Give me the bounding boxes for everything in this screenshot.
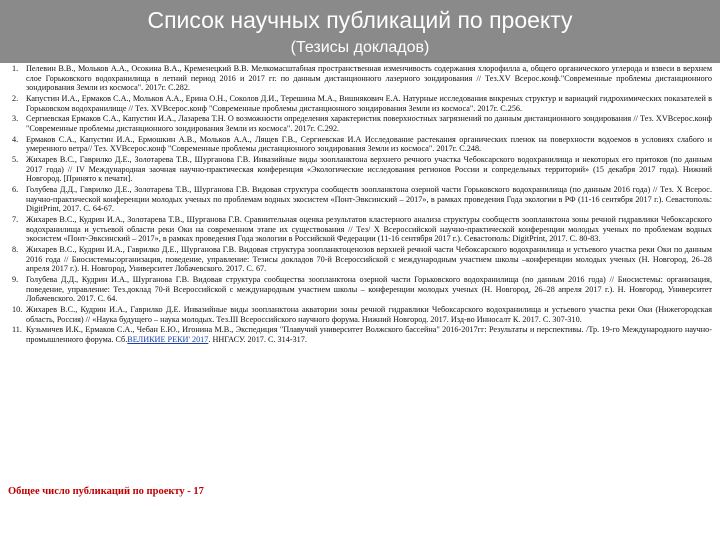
list-item bbox=[6, 275, 712, 304]
item-number: 4. bbox=[12, 134, 19, 144]
item-number: 6. bbox=[12, 185, 19, 195]
item-text-tail: . ННГАСУ. 2017. С. 314-317. bbox=[208, 334, 307, 344]
list-item bbox=[6, 64, 712, 93]
item-number: 1. bbox=[12, 64, 19, 73]
slide-subtitle: (Тезисы докладов) bbox=[290, 39, 430, 56]
slide-title: Список научных публикаций по проекту bbox=[147, 7, 573, 33]
publication-list bbox=[6, 64, 712, 346]
list-item bbox=[6, 325, 712, 344]
item-text: Жихарев В.С., Гаврилко Д.Е., Золотарева Т.В., Шурганова Г.В. Инвазийные виды зоопланктона верхнего речного участка Чебоксарского водохранилища и некоторых его притоков (по данным 2017 года) // IV Международная заочная научно-практическая конференция «Экологические исследования регионов России и сопредельных территорий» (15 декабря 2017 года). Нижний Новгород. [Принято к печати]. bbox=[26, 155, 712, 184]
item-text: Кузьмичев И.К., Ермаков С.А., Чебан Е.Ю., Игонина М.В., Экспедиция "Плавучий университет Волжского бассейна" 2016-2017гг: Результаты и перспективы. /Тр. 19-го Международного научно-промышленного форума. Сб. bbox=[26, 325, 712, 344]
list-item bbox=[6, 305, 712, 324]
item-text: Пелевин В.В., Мольков А.А., Осокина В.А., Кременецкий В.В. Мелкомасштабная пространственная изменчивость содержания хлорофилла а, общего органического углерода и взвеси в верхнем слое Горьковского водохранилища в летний период 2016 и 2017 гг. по данным дистанционного лазерного зондирования // Тез.XV Всерос.конф."Современные проблемы дистанционного зондирования Земли из космоса". 2017г. С.282. bbox=[26, 64, 712, 93]
list-item bbox=[6, 215, 712, 244]
item-number: 5. bbox=[12, 155, 19, 165]
item-number: 7. bbox=[12, 215, 19, 225]
slide-header bbox=[0, 0, 720, 63]
item-number: 11. bbox=[12, 325, 22, 335]
item-text: Сергиевская Ермаков С.А., Капустин И.А., Лазарева Т.Н. О возможности определения характеристик поверхностных загрязнений по данным дистанционного зондирования // Тез. XVВсерос.конф "Современные проблемы дистанционного зондирования Земли из космоса". 2017г. С.292. bbox=[26, 114, 712, 133]
list-item bbox=[6, 155, 712, 184]
item-text: Жихарев В.С., Кудрин И.А., Гаврилко Д.Е., Шурганова Г.В. Видовая структура зоопланктоценозов верхней речной части Чебоксарского водохранилища и устьевого участка реки Оки по данным 2016 года // Биосистемы:организация, поведение, управление: Тезисы докладов 70-й Всероссийской с международным участием школы –конференции молодых ученых (Н. Новгород, 26–28 апреля 2017 г.). Н. Новгород, Университет Лобачевского. 2017. С. 67. bbox=[26, 245, 712, 274]
item-text: Жихарев В.С., Кудрин И.А., Золотарева Т.В., Шурганова Г.В. Сравнительная оценка результатов кластерного анализа структуры сообществ зоопланктона зоны речной гидравлики Чебоксарского водохранилища и устьевой области реки Оки на современном этапе их существования // Тез/ X Всероссийской научно-практической конференции молодых ученых по проблемам водных экосистем «Понт-Эвксинский – 2017», в рамках проведения Года экологии в Российской Федерации (11-16 сентября 2017 г.). Севастополь: DigitPrint, 2017. С. 80-83. bbox=[26, 215, 712, 244]
item-number: 8. bbox=[12, 245, 19, 254]
item-text: Голубева Д.Д., Гаврилко Д.Е., Золотарева Т.В., Шурганова Г.В. Видовая структура сообществ зоопланктона озерной части Горьковского водохранилища (по данным 2016 года) // Тез. X Всерос. научно-практической конференции молодых ученых по проблемам водных экосистем «Понт-Эвксинский – 2017», в рамках проведения Года экологии в РФ (11-16 сентября 2017 г.). Севастополь: DigitPrint, 2017. С. 64-67. bbox=[26, 185, 712, 214]
list-item bbox=[6, 135, 712, 154]
list-item bbox=[6, 185, 712, 214]
item-number: 9. bbox=[12, 274, 19, 284]
list-item bbox=[6, 94, 712, 113]
item-number: 2. bbox=[12, 93, 19, 103]
item-text: Голубева Д.Д., Кудрин И.А., Шурганова Г.В. Видовая структура сообщества зоопланктона озерной части Горьковского водохранилища (по данным 2016 года) // Биосистемы: организация, поведение, управление: Тез.доклад 70-й Всероссийской с международным участием школы – конференции молодых ученых (Н. Новгород, 26–28 апреля 2017 г.). Н. Новгород, Университет Лобачевского. 2017. С. 64. bbox=[26, 274, 712, 304]
item-number: 10. bbox=[12, 304, 23, 314]
forum-link[interactable]: ВЕЛИКИЕ РЕКИ' 2017 bbox=[127, 334, 209, 344]
item-text: Жихарев В.С., Кудрин И.А., Гаврилко Д.Е. Инвазийные виды зоопланктона акватории зоны речной гидравлики Чебоксарского водохранилища и устьевого участка реки Оки (Нижегородская область, Россия) // «Наука будущего – наука молодых. Тез.III Всероссийского научного форума. Нижний Новгород. 2017. Изд-во Инносалт К. 2017. С. 307-310. bbox=[26, 304, 712, 324]
item-text: Капустин И.А., Ермаков С.А., Мольков А.А., Ерина О.Н., Соколов Д.И., Терешина М.А., Вишнякович Е.А. Натурные исследования внкреных структур и вариаций гидрохимических показателей в Горьковском водохранилище // Тез. XVВсерос.конф "Современные проблемы дистанционного зондирования Земли из космоса". 2017г. С.256. bbox=[26, 93, 712, 113]
item-text: Ермаков С.А., Капустин И.А., Ермошкин А.В., Мольков А.А., Лящев Г.В., Сергиевская И.А Исследование растекания органических пленок на поверхности водоемов в условиях слабого и умеренного ветра// Тез. XVВсерос.конф "Современные проблемы дистанционного зондирования Земли из космоса". 2017г. С.248. bbox=[26, 134, 712, 154]
list-item bbox=[6, 114, 712, 133]
item-number: 3. bbox=[12, 114, 19, 124]
list-item bbox=[6, 245, 712, 274]
total-publications: Общее число публикаций по проекту - 17 bbox=[8, 486, 204, 497]
